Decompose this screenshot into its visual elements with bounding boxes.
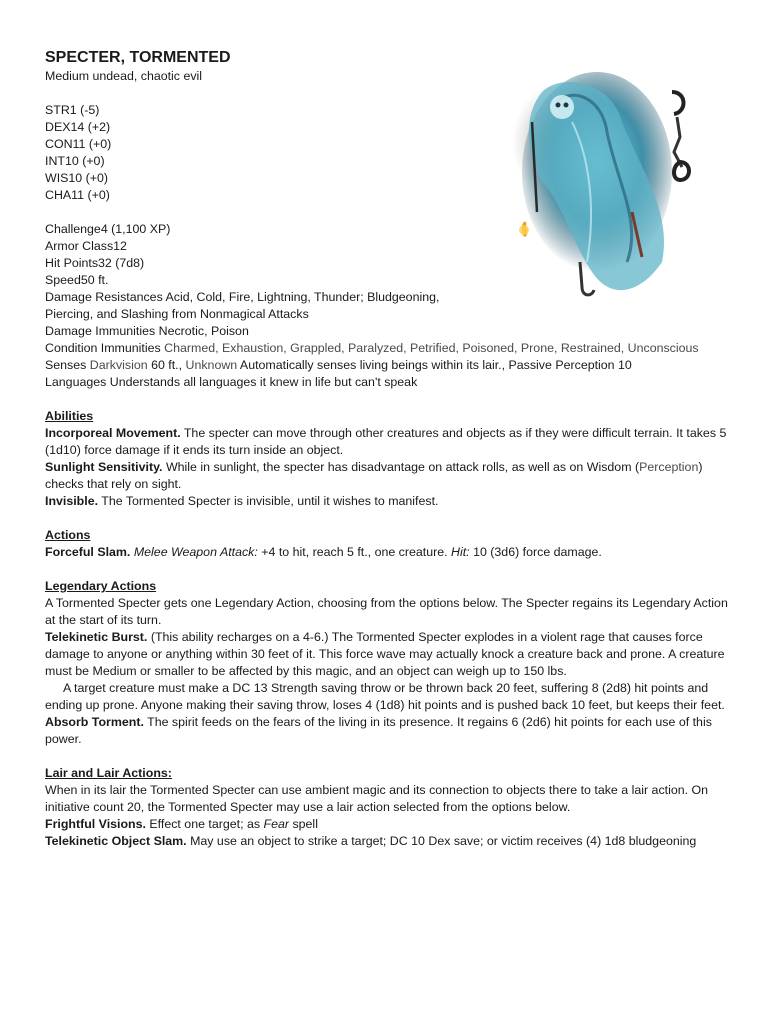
- stat-cha: CHA11 (+0): [45, 188, 110, 202]
- absorb-torment: Absorb Torment. The spirit feeds on the fears of the living in its presence. It regains 6 (2d6) hit points for each use of this power.: [45, 715, 712, 746]
- stat-block: [45, 48, 735, 850]
- legendary-intro: A Tormented Specter gets one Legendary Action, choosing from the options below. The Specter regains its Legendary Action at the start of its turn.: [45, 596, 728, 627]
- legendary-heading: Legendary Actions: [45, 579, 157, 593]
- telekinetic-burst: Telekinetic Burst. (This ability recharges on a 4-6.) The Tormented Specter explodes in a violent rage that causes force damage to anyone or anything within 30 feet of it. This force wave may actually knock a creature back and prone. A creature must be Medium or smaller to be affected by this magic, and an object can weigh up to 150 lbs.: [45, 630, 725, 678]
- legendary-section: [45, 578, 735, 748]
- abilities-heading: Abilities: [45, 409, 94, 423]
- condition-immunities: Condition Immunities Charmed, Exhaustion, Grappled, Paralyzed, Petrified, Poisoned, Prone, Restrained, Unconscious: [45, 341, 699, 355]
- languages: Languages Understands all languages it knew in life but can't speak: [45, 375, 418, 389]
- stat-dex: DEX14 (+2): [45, 120, 111, 134]
- frightful-visions: Frightful Visions. Effect one target; as Fear spell: [45, 817, 318, 831]
- senses: Senses Darkvision 60 ft., Unknown Automatically senses living beings within its lair., Passive Perception 10: [45, 358, 632, 372]
- stat-int: INT10 (+0): [45, 154, 105, 168]
- lair-heading: Lair and Lair Actions:: [45, 766, 172, 780]
- hit-points: Hit Points32 (7d8): [45, 256, 145, 270]
- condition-links[interactable]: Charmed, Exhaustion, Grappled, Paralyzed, Petrified, Poisoned, Prone, Restrained, Unconscious: [164, 341, 699, 355]
- actions-heading: Actions: [45, 528, 91, 542]
- stat-con: CON11 (+0): [45, 137, 112, 151]
- lair-intro: When in its lair the Tormented Specter can use ambient magic and its connection to objects there to take a lair action. On initiative count 20, the Tormented Specter may use a lair action selected from the options below.: [45, 783, 709, 814]
- creature-type: Medium undead, chaotic evil: [45, 69, 203, 83]
- telekinetic-object-slam: Telekinetic Object Slam. May use an object to strike a target; DC 10 Dex save; or victim receives (4) 1d8 bludgeoning: [45, 834, 697, 848]
- telekinetic-burst-detail: A target creature must make a DC 13 Strength saving throw or be thrown back 20 feet, suffering 8 (2d8) hit points and ending up prone. Anyone making their saving throw, loses 4 (1d8) hit points and is pushed back 10 feet, but keeps their feet.: [45, 681, 725, 712]
- challenge: Challenge4 (1,100 XP): [45, 222, 171, 236]
- sunlight-sensitivity: Sunlight Sensitivity. While in sunlight, the specter has disadvantage on attack rolls, as well as on Wisdom (Perception) checks that rely on sight.: [45, 460, 703, 491]
- damage-immunities: Damage Immunities Necrotic, Poison: [45, 324, 249, 338]
- creature-info: [45, 221, 735, 391]
- abilities-section: [45, 408, 735, 510]
- armor-class: Armor Class12: [45, 239, 127, 253]
- invisible: Invisible. The Tormented Specter is invisible, until it wishes to manifest.: [45, 494, 439, 508]
- stat-wis: WIS10 (+0): [45, 171, 109, 185]
- unknown-link[interactable]: Unknown: [185, 358, 238, 372]
- perception-link[interactable]: Perception: [639, 460, 699, 474]
- ability-scores: [45, 102, 735, 204]
- speed: Speed50 ft.: [45, 273, 109, 287]
- stat-str: STR1 (-5): [45, 103, 100, 117]
- actions-section: [45, 527, 735, 561]
- creature-name: SPECTER, TORMENTED: [45, 49, 231, 66]
- damage-resistances: Damage Resistances Acid, Cold, Fire, Lightning, Thunder; Bludgeoning, Piercing, and Slashing from Nonmagical Attacks: [45, 290, 440, 321]
- lair-section: [45, 765, 735, 850]
- forceful-slam: Forceful Slam. Melee Weapon Attack: +4 to hit, reach 5 ft., one creature. Hit: 10 (3d6) force damage.: [45, 545, 602, 559]
- incorporeal-movement: Incorporeal Movement. The specter can move through other creatures and objects as if they were difficult terrain. It takes 5 (1d10) force damage if it ends its turn inside an object.: [45, 426, 727, 457]
- darkvision-link[interactable]: Darkvision: [89, 358, 148, 372]
